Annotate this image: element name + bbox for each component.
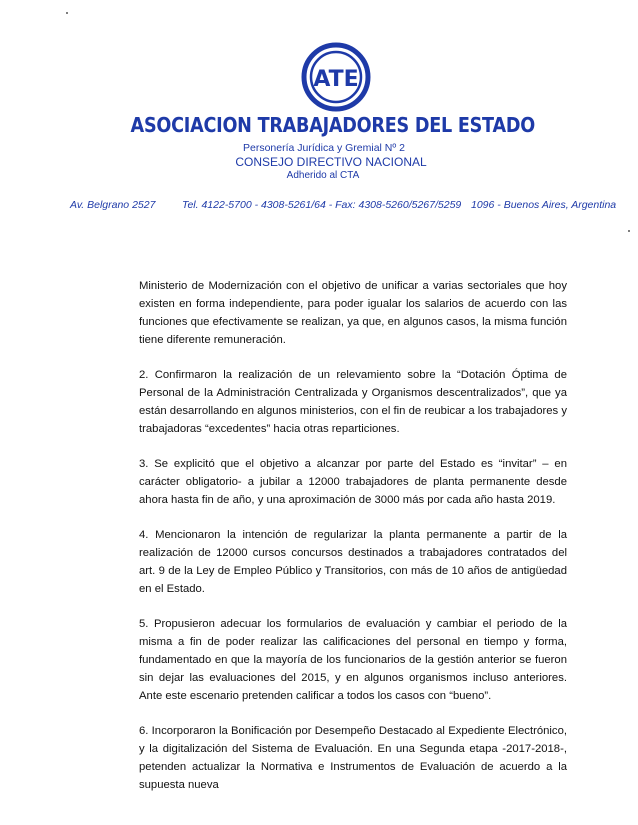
organization-name: ASOCIACION TRABAJADORES DEL ESTADO	[130, 113, 535, 137]
paragraph-6: 6. Incorporaron la Bonificación por Desempeño Destacado al Expediente Electrónico, y la digitalización del Sistema de Evaluación. En una Segunda etapa -2017-2018-, petenden actualizar la Normativa e Instrumentos de Evaluación de acuerdo a la supuesta nueva	[139, 725, 567, 791]
paragraph-4: 4. Mencionaron la intención de regularizar la planta permanente a partir de la realización de 12000 cursos concursos destinados a trabajadores contratados del art. 9 de la Ley de Empleo Público y Transitorios, con más de 10 años de antigüedad en el Estado.	[139, 529, 567, 595]
contact-address: Av. Belgrano 2527	[70, 199, 156, 211]
logo-lettering: ATE	[313, 67, 359, 92]
contact-phones: Tel. 4122-5700 - 4308-5261/64 - Fax: 4308-5260/5267/5259	[182, 199, 462, 211]
paragraph-2: 2. Confirmaron la realización de un relevamiento sobre la “Dotación Óptima de Personal de la Administración Centralizada y Organismos descentralizados”, que ya están desarrollando en algunos ministerios, con el fin de reubicar a los trabajadores y trabajadoras “excedentes” hacia otras reparticiones.	[139, 369, 567, 435]
letter-body	[139, 277, 567, 811]
ate-logo	[301, 42, 371, 112]
paragraph-5: 5. Propusieron adecuar los formularios de evaluación y cambiar el periodo de la misma a fin de poder realizar las calificaciones del personal en tiempo y forma, fundamentado en que la mayoría de los funcionarios de la gestión anterior se fueron sin dejar las evaluaciones del 2015, y en algunos organismos incluso anteriores. Ante este escenario pretenden calificar a todos los casos con “bueno”.	[139, 618, 567, 702]
legal-status: Personería Jurídica y Gremial Nº 2	[243, 142, 405, 154]
contact-city: 1096 - Buenos Aires, Argentina	[471, 199, 617, 211]
council-name: CONSEJO DIRECTIVO NACIONAL	[235, 155, 427, 169]
scan-speck	[628, 230, 630, 232]
affiliation: Adherido al CTA	[286, 170, 360, 181]
paragraph-intro: Ministerio de Modernización con el objetivo de unificar a varias sectoriales que hoy existen en forma independiente, para poder igualar los salarios de acuerdo con las funciones que efectivamente se realizan, ya que, en algunos casos, la misma función tiene diferente remuneración.	[139, 280, 567, 346]
scan-speck	[66, 12, 68, 14]
paragraph-3: 3. Se explicitó que el objetivo a alcanzar por parte del Estado es “invitar” – en carácter obligatorio- a jubilar a 12000 trabajadores de planta permanente desde ahora hasta fin de año, y una aproximación de 3000 más por cada año hasta 2019.	[139, 458, 567, 506]
